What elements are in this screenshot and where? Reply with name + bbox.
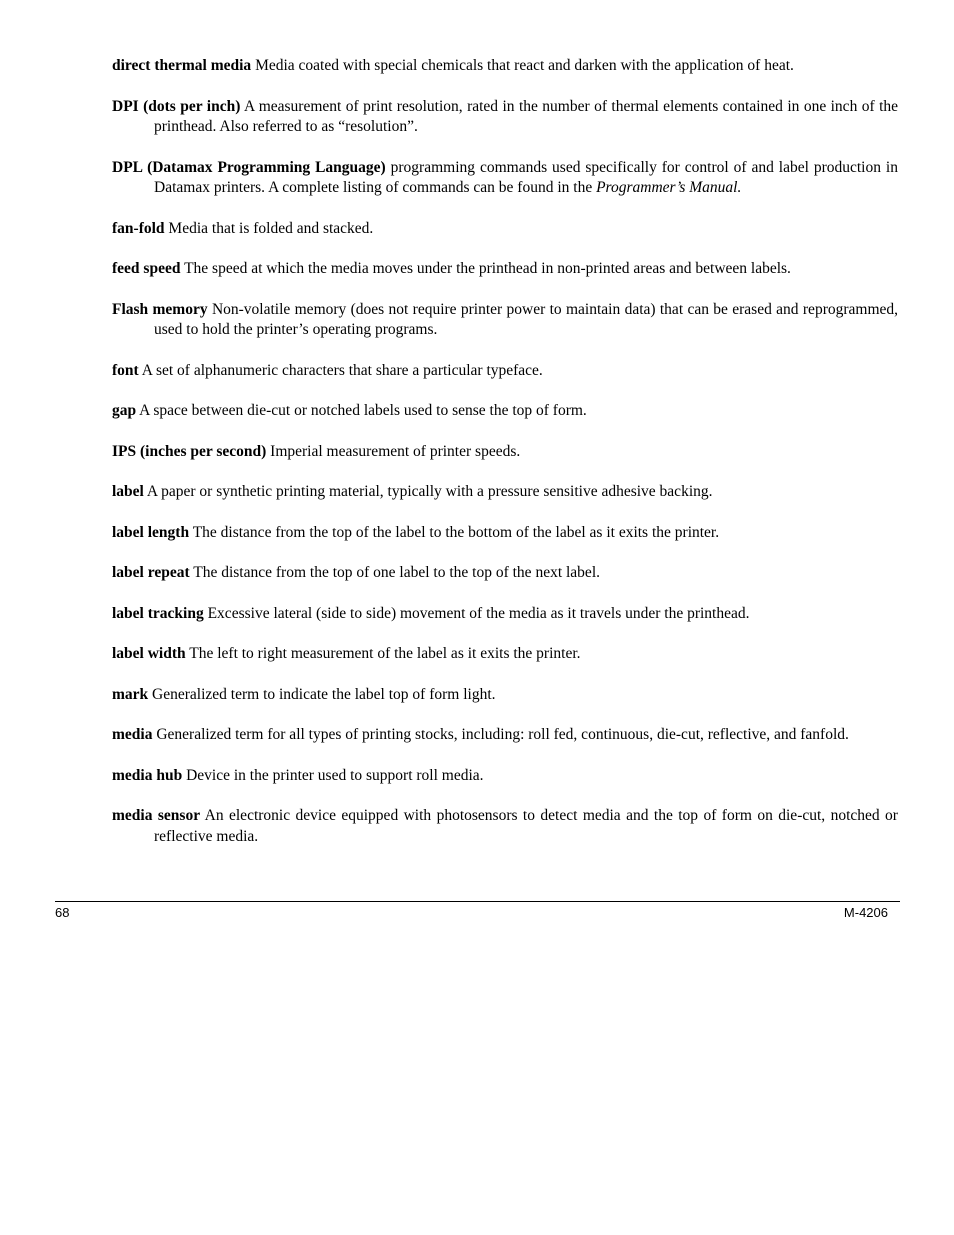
- glossary-entry: [112, 158, 898, 199]
- glossary-definition: Generalized term to indicate the label top of form light.: [152, 685, 496, 703]
- glossary-term: label length: [112, 523, 190, 541]
- glossary-entry: [112, 604, 898, 625]
- glossary-term: DPL (Datamax Programming Language): [112, 158, 386, 176]
- glossary-term: media sensor: [112, 807, 201, 824]
- glossary-definition: A measurement of print resolution, rated in the number of thermal elements contained in one inch of the printhead. Also referred to as “resolution”.: [154, 97, 899, 135]
- glossary-term: media: [112, 726, 153, 743]
- glossary-entry: [112, 523, 898, 544]
- glossary-entry: [112, 219, 898, 240]
- glossary-entry: [112, 482, 898, 503]
- glossary-definition: Media coated with special chemicals that react and darken with the application of heat.: [255, 57, 794, 74]
- glossary-term: Flash memory: [112, 300, 208, 318]
- glossary-definition: Excessive lateral (side to side) movement of the media as it travels under the printhead.: [207, 604, 750, 622]
- glossary-term: direct thermal media: [112, 57, 252, 74]
- glossary-term: IPS (inches per second): [112, 442, 267, 460]
- glossary-term: feed speed: [112, 260, 181, 277]
- glossary-definition: The distance from the top of one label to the top of the next label.: [193, 564, 600, 581]
- glossary-entry: [112, 259, 898, 280]
- glossary-entry: [112, 806, 898, 847]
- glossary-term: font: [112, 361, 139, 379]
- glossary-definition: A space between die-cut or notched labels used to sense the top of form.: [139, 402, 587, 419]
- glossary-term: fan-fold: [112, 219, 165, 237]
- glossary-definition: The speed at which the media moves under the printhead in non-printed areas and between labels.: [184, 260, 791, 277]
- manual-title: Programmer’s Manual.: [596, 179, 742, 196]
- glossary-entry: [112, 563, 898, 584]
- footer-divider: [55, 901, 900, 902]
- glossary-definition: A set of alphanumeric characters that share a particular typeface.: [141, 361, 543, 379]
- glossary-entry: [112, 725, 898, 746]
- glossary-term: label width: [112, 645, 186, 662]
- glossary-entry: [112, 401, 898, 422]
- glossary-definition: The left to right measurement of the label as it exits the printer.: [189, 645, 581, 662]
- glossary-term: gap: [112, 402, 137, 419]
- glossary-definition: Imperial measurement of printer speeds.: [270, 442, 521, 460]
- glossary-entry: [112, 361, 898, 382]
- glossary-definition: An electronic device equipped with photosensors to detect media and the top of form on die-cut, notched or reflective media.: [154, 807, 898, 845]
- glossary-term: label tracking: [112, 604, 204, 622]
- glossary-term: DPI (dots per inch): [112, 97, 241, 115]
- glossary-term: label repeat: [112, 564, 190, 581]
- glossary-definition: Non-volatile memory (does not require printer power to maintain data) that can be erased and reprogrammed, used to hold the printer’s operating programs.: [154, 300, 899, 338]
- glossary-term: label: [112, 483, 144, 500]
- glossary-entry: [112, 97, 898, 138]
- glossary-entry: [112, 300, 898, 341]
- glossary-definition: Generalized term for all types of printing stocks, including: roll fed, continuous, die-cut, reflective, and fanfold.: [156, 726, 849, 743]
- glossary-definition: A paper or synthetic printing material, typically with a pressure sensitive adhesive backing.: [146, 483, 713, 500]
- glossary-definition: Media that is folded and stacked.: [168, 219, 374, 237]
- page-number: 68: [55, 905, 70, 920]
- glossary-definition: programming commands used specifically for control of and label production in Datamax printers. A complete listing of commands can be found in the: [154, 158, 898, 196]
- glossary-term: media hub: [112, 766, 183, 784]
- glossary-entry: [112, 766, 898, 787]
- glossary-entry: [112, 644, 898, 665]
- document-id: M-4206: [843, 905, 888, 920]
- glossary-definition: The distance from the top of the label to the bottom of the label as it exits the printer.: [192, 523, 720, 541]
- glossary-entry: [112, 56, 898, 77]
- glossary-entry: [112, 442, 898, 463]
- glossary-definition: Device in the printer used to support roll media.: [186, 766, 484, 784]
- glossary-list: [112, 56, 898, 867]
- glossary-entry: [112, 685, 898, 706]
- glossary-term: mark: [112, 685, 149, 703]
